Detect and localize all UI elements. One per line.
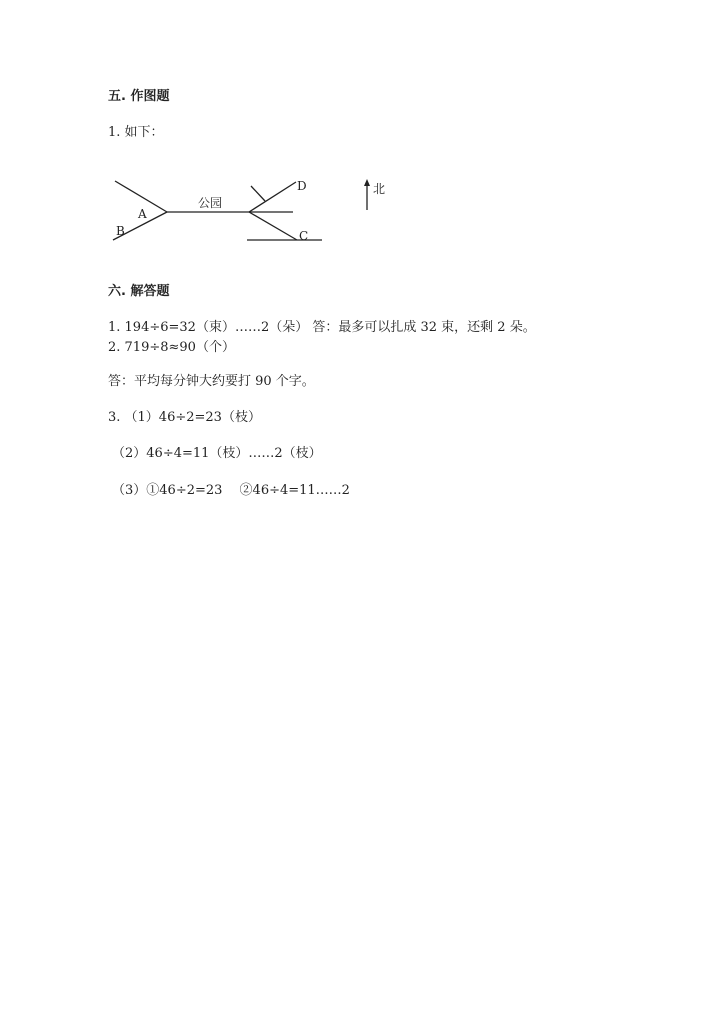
label-d: D — [297, 179, 307, 193]
answer-line: 2. 719÷8≈90（个） — [108, 340, 235, 355]
label-c: C — [299, 229, 309, 243]
answer-line: （2）46÷4=11（枝）……2（枝） — [112, 446, 322, 461]
section-heading-solutions: 六. 解答题 — [108, 284, 170, 299]
question-1-label: 1. 如下： — [108, 125, 164, 140]
road-c — [249, 212, 297, 240]
north-arrow-head — [364, 179, 370, 186]
answer-line: 1. 194÷6=32（束）……2（朵） 答：最多可以扎成 32 束，还剩 2 朵。 — [108, 320, 536, 335]
label-a: A — [138, 207, 147, 221]
label-park: 公园 — [198, 196, 223, 210]
road-d-tick — [251, 186, 265, 201]
road-d — [249, 182, 296, 212]
route-diagram — [0, 0, 720, 260]
label-b: B — [116, 224, 125, 238]
answer-line: 3. （1）46÷2=23（枝） — [108, 410, 261, 425]
section-heading-drawing: 五. 作图题 — [108, 89, 170, 104]
label-north: 北 — [373, 182, 386, 196]
answer-line: 答：平均每分钟大约要打 90 个字。 — [108, 374, 315, 389]
answer-line: （3）①46÷2=23 ②46÷4=11……2 — [112, 483, 350, 498]
